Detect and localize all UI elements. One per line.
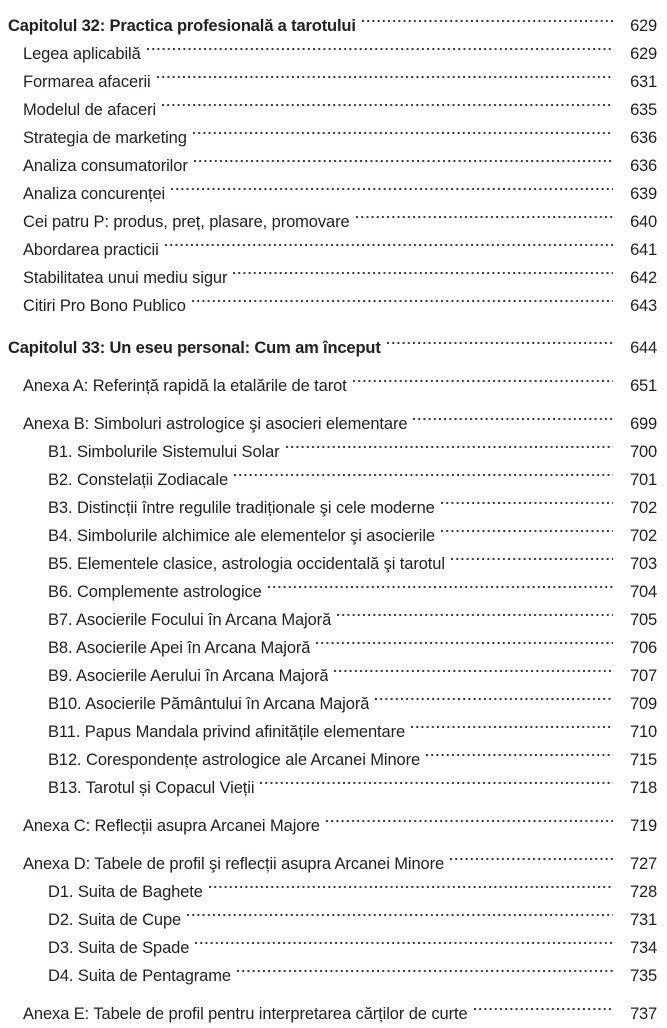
toc-entry-title: B1. Simbolurile Sistemului Solar (48, 443, 280, 461)
toc-page-number: 702 (630, 527, 657, 545)
toc-dot-leader (195, 925, 613, 953)
toc-page-number: 731 (630, 911, 657, 929)
toc-entry[interactable] (8, 991, 657, 1023)
toc-dot-leader (356, 199, 613, 227)
toc-dot-leader (413, 401, 613, 429)
toc-page-number: 719 (630, 817, 657, 835)
toc-dot-leader (268, 569, 613, 597)
toc-entry-title: Strategia de marketing (23, 129, 187, 147)
toc-entry[interactable] (8, 363, 657, 395)
toc-entry-title: Anexa C: Reflecții asupra Arcanei Majore (23, 817, 320, 835)
toc-dot-leader (334, 653, 613, 681)
toc-entry-title: B6. Complemente astrologice (48, 583, 262, 601)
toc-page-number: 737 (630, 1005, 657, 1023)
toc-dot-leader (187, 897, 613, 925)
toc-entry-title: Capitolul 32: Practica profesională a tarotului (8, 17, 356, 35)
toc-dot-leader (162, 87, 613, 115)
toc-entry-title: Cei patru P: produs, preț, plasare, promovare (23, 213, 350, 231)
toc-dot-leader (411, 709, 613, 737)
toc-dot-leader (326, 803, 613, 831)
toc-dot-leader (441, 485, 613, 513)
toc-dot-leader (286, 429, 613, 457)
toc-entry-title: Analiza consumatorilor (23, 157, 188, 175)
toc-dot-leader (450, 841, 613, 869)
toc-page-number: 639 (630, 185, 657, 203)
toc-entry-title: Formarea afacerii (23, 73, 151, 91)
toc-page-number: 629 (630, 17, 657, 35)
toc-dot-leader (192, 283, 613, 311)
toc-entry-title: Modelul de afaceri (23, 101, 157, 119)
toc-entry-title: D4. Suita de Pentagrame (48, 967, 231, 985)
toc-page-number: 700 (630, 443, 657, 461)
toc-page-number: 707 (630, 667, 657, 685)
toc-dot-leader (375, 681, 613, 709)
toc-entry-title: B13. Tarotul și Copacul Vieții (48, 779, 255, 797)
toc-dot-leader (474, 991, 613, 1019)
toc-page-number: 701 (630, 471, 657, 489)
toc-page-number: 636 (630, 157, 657, 175)
toc-entry-title: Legea aplicabilă (23, 45, 141, 63)
toc-entry-title: B3. Distincții între regulile tradiționale şi cele moderne (48, 499, 435, 517)
toc-page-number: 702 (630, 499, 657, 517)
toc-page-number: 631 (630, 73, 657, 91)
toc-page-number: 727 (630, 855, 657, 873)
toc-dot-leader (260, 765, 613, 793)
toc-entry[interactable] (8, 401, 657, 433)
toc-page-number: 699 (630, 415, 657, 433)
toc-entry-title: Stabilitatea unui mediu sigur (23, 269, 228, 287)
toc-page-number: 709 (630, 695, 657, 713)
toc-entry-title: D1. Suita de Baghete (48, 883, 203, 901)
toc-page-number: 651 (630, 377, 657, 395)
toc-page-number: 703 (630, 555, 657, 573)
toc-entry[interactable] (8, 803, 657, 835)
toc-dot-leader (353, 363, 613, 391)
toc-page-number: 706 (630, 639, 657, 657)
toc-page-number: 735 (630, 967, 657, 985)
toc-page-number: 728 (630, 883, 657, 901)
toc-page-number: 636 (630, 129, 657, 147)
toc-entry-title: D2. Suita de Cupe (48, 911, 182, 929)
toc-page-number: 718 (630, 779, 657, 797)
toc-entry-title: Anexa D: Tabele de profil şi reflecții asupra Arcanei Minore (23, 855, 445, 873)
toc-dot-leader (337, 597, 613, 625)
toc-entry-title: B11. Papus Mandala privind afinitățile elementare (48, 723, 406, 741)
toc-entry-title: B2. Constelații Zodiacale (48, 471, 229, 489)
toc-entry-title: B9. Asocierile Aerului în Arcana Majoră (48, 667, 329, 685)
toc-page-number: 705 (630, 611, 657, 629)
toc-entry-title: Citiri Pro Bono Publico (23, 297, 186, 315)
toc-entry-title: Anexa E: Tabele de profil pentru interpretarea cărților de curte (23, 1005, 468, 1023)
toc-dot-leader (451, 541, 613, 569)
toc-entry-title: Abordarea practicii (23, 241, 159, 259)
toc-page-number: 734 (630, 939, 657, 957)
toc-chapter-entry[interactable] (8, 3, 657, 35)
toc-entry-title: B12. Corespondențe astrologice ale Arcanei Minore (48, 751, 421, 769)
toc-page-number: 629 (630, 45, 657, 63)
toc-dot-leader (387, 325, 613, 353)
toc-page-number: 710 (630, 723, 657, 741)
toc-page-number: 642 (630, 269, 657, 287)
toc-dot-leader (194, 143, 613, 171)
toc-dot-leader (316, 625, 613, 653)
toc-chapter-entry[interactable] (8, 325, 657, 357)
toc-dot-leader (233, 255, 613, 283)
toc-page-number: 644 (630, 339, 657, 357)
toc-entry-title: B10. Asocierile Pământului în Arcana Majoră (48, 695, 370, 713)
toc-dot-leader (147, 31, 613, 59)
toc-page-number: 715 (630, 751, 657, 769)
toc-entry-title: Anexa B: Simboluri astrologice şi asocieri elementare (23, 415, 408, 433)
toc-entry-title: B7. Asocierile Focului în Arcana Majoră (48, 611, 332, 629)
toc-entry-title: Analiza concurenței (23, 185, 166, 203)
toc-page-number: 641 (630, 241, 657, 259)
toc-entry-title: B8. Asocierile Apei în Arcana Majoră (48, 639, 311, 657)
toc-dot-leader (157, 59, 613, 87)
toc-entry-title: Capitolul 33: Un eseu personal: Cum am început (8, 339, 381, 357)
toc-dot-leader (234, 457, 613, 485)
toc-page-number: 640 (630, 213, 657, 231)
toc-dot-leader (362, 3, 613, 31)
toc-entry-title: B4. Simbolurile alchimice ale elementelor şi asocierile (48, 527, 436, 545)
toc-dot-leader (209, 869, 613, 897)
toc-entry-title: D3. Suita de Spade (48, 939, 190, 957)
toc-page-number: 704 (630, 583, 657, 601)
toc-dot-leader (426, 737, 613, 765)
toc-dot-leader (171, 171, 613, 199)
toc-dot-leader (237, 953, 613, 981)
toc-dot-leader (193, 115, 613, 143)
toc-entry-title: B5. Elementele clasice, astrologia occidentală şi tarotul (48, 555, 445, 573)
toc-dot-leader (441, 513, 613, 541)
toc-entry-title: Anexa A: Referință rapidă la etalările de tarot (23, 377, 347, 395)
toc-dot-leader (165, 227, 613, 255)
toc-page-number: 643 (630, 297, 657, 315)
toc-page-number: 635 (630, 101, 657, 119)
toc-entry[interactable] (8, 841, 657, 873)
